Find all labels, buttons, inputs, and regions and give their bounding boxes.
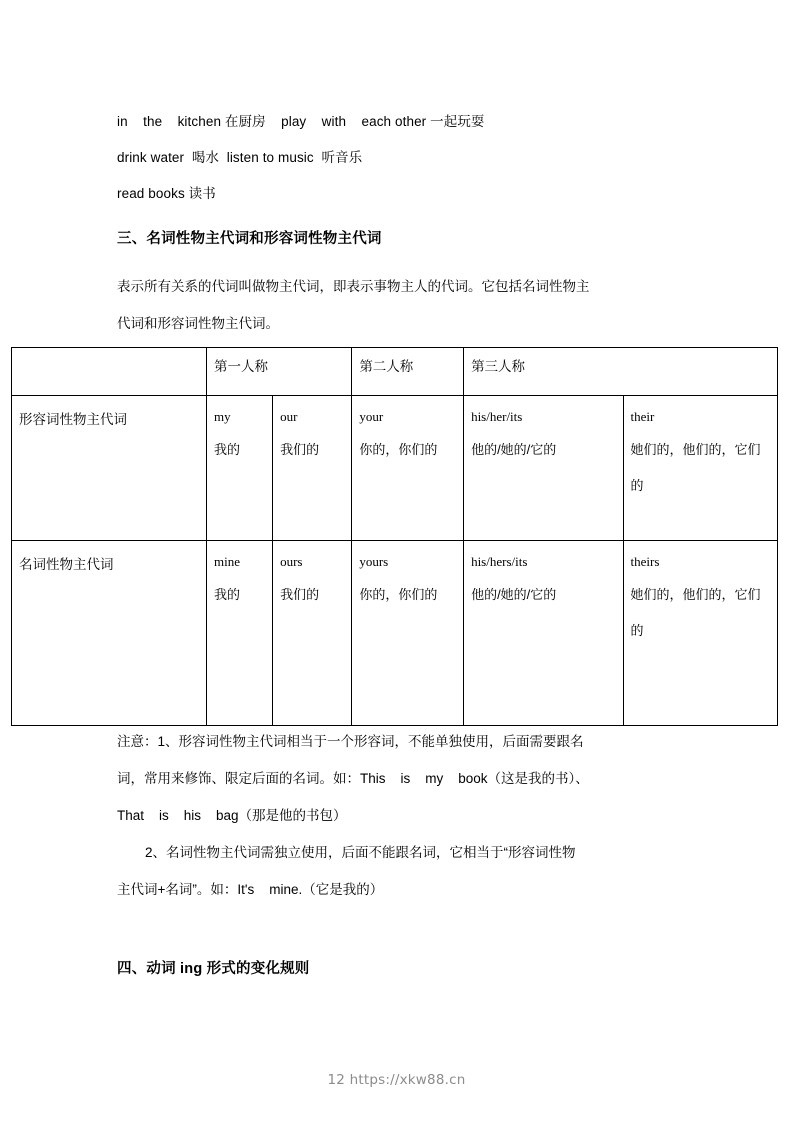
table-cell bbox=[623, 541, 777, 726]
pronoun-chinese: 他的/她的/它的 bbox=[471, 442, 557, 457]
table-cell bbox=[207, 541, 273, 726]
table-cell bbox=[623, 396, 777, 541]
pronoun-english: his/hers/its bbox=[471, 554, 528, 569]
possessive-pronoun-table bbox=[11, 347, 778, 726]
pronoun-chinese: 我的 bbox=[214, 442, 241, 457]
pronoun-english: his/her/its bbox=[471, 409, 523, 424]
table-row bbox=[12, 541, 778, 726]
section-three-heading: 三、名词性物主代词和形容词性物主代词 bbox=[117, 231, 382, 247]
note-line: 词，常用来修饰、限定后面的名词。如：This is my book（这是我的书）、 bbox=[117, 771, 589, 786]
pronoun-chinese: 她们的，他们的，它们的 bbox=[630, 587, 761, 638]
table-cell bbox=[464, 541, 623, 726]
note-line: That is his bag（那是他的书包） bbox=[117, 808, 347, 823]
table-cell bbox=[352, 396, 464, 541]
table-cell bbox=[207, 396, 273, 541]
table-cell bbox=[273, 541, 352, 726]
note-line: 主代词+名词”。如：It's mine.（它是我的） bbox=[117, 882, 384, 897]
second-person-label: 第二人称 bbox=[359, 359, 414, 374]
table-header-first-person bbox=[207, 348, 352, 396]
first-person-label: 第一人称 bbox=[214, 359, 269, 374]
vocabulary-list bbox=[117, 104, 737, 212]
section-three-paragraph bbox=[117, 268, 687, 342]
pronoun-english: theirs bbox=[630, 554, 660, 569]
pronoun-english: yours bbox=[359, 554, 389, 569]
note-line: 注意：1、形容词性物主代词相当于一个形容词，不能单独使用，后面需要跟名 bbox=[117, 734, 584, 749]
pronoun-chinese: 她们的，他们的，它们的 bbox=[630, 442, 761, 493]
table-corner-cell bbox=[12, 348, 207, 396]
table-row bbox=[12, 396, 778, 541]
pronoun-english: ours bbox=[280, 554, 303, 569]
footer-watermark: 12 https://xkw88.cn bbox=[327, 1072, 466, 1088]
pronoun-chinese: 我们的 bbox=[280, 442, 320, 457]
pronoun-english: your bbox=[359, 409, 384, 424]
pronoun-chinese: 你的，你们的 bbox=[359, 587, 438, 602]
section-four-heading: 四、动词 ing 形式的变化规则 bbox=[117, 961, 310, 977]
row-label-text: 名词性物主代词 bbox=[19, 557, 114, 572]
note-line: 2、名词性物主代词需独立使用，后面不能跟名词，它相当于“形容词性物 bbox=[145, 845, 576, 860]
pronoun-chinese: 他的/她的/它的 bbox=[471, 587, 557, 602]
pronoun-chinese: 我们的 bbox=[280, 587, 320, 602]
vocabulary-line: drink water 喝水 listen to music 听音乐 bbox=[117, 150, 363, 165]
pronoun-english: our bbox=[280, 409, 298, 424]
pronoun-chinese: 你的，你们的 bbox=[359, 442, 438, 457]
third-person-label: 第三人称 bbox=[471, 359, 526, 374]
row-label-text: 形容词性物主代词 bbox=[19, 412, 127, 427]
table-cell bbox=[273, 396, 352, 541]
table-header-third-person bbox=[464, 348, 778, 396]
pronoun-english: their bbox=[630, 409, 655, 424]
paragraph-line: 代词和形容词性物主代词。 bbox=[117, 316, 279, 331]
row-label-nominal-possessive bbox=[12, 541, 207, 726]
pronoun-english: my bbox=[214, 409, 231, 424]
vocabulary-line: read books 读书 bbox=[117, 186, 216, 201]
notes-section bbox=[117, 723, 697, 908]
table-header-row bbox=[12, 348, 778, 396]
pronoun-chinese: 我的 bbox=[214, 587, 241, 602]
row-label-adjective-possessive bbox=[12, 396, 207, 541]
table-header-second-person bbox=[352, 348, 464, 396]
paragraph-line: 表示所有关系的代词叫做物主代词，即表示事物主人的代词。它包括名词性物主 bbox=[117, 279, 590, 294]
table-cell bbox=[352, 541, 464, 726]
pronoun-english: mine bbox=[214, 554, 241, 569]
table-cell bbox=[464, 396, 623, 541]
vocabulary-line: in the kitchen 在厨房 play with each other 一起玩耍 bbox=[117, 114, 485, 129]
